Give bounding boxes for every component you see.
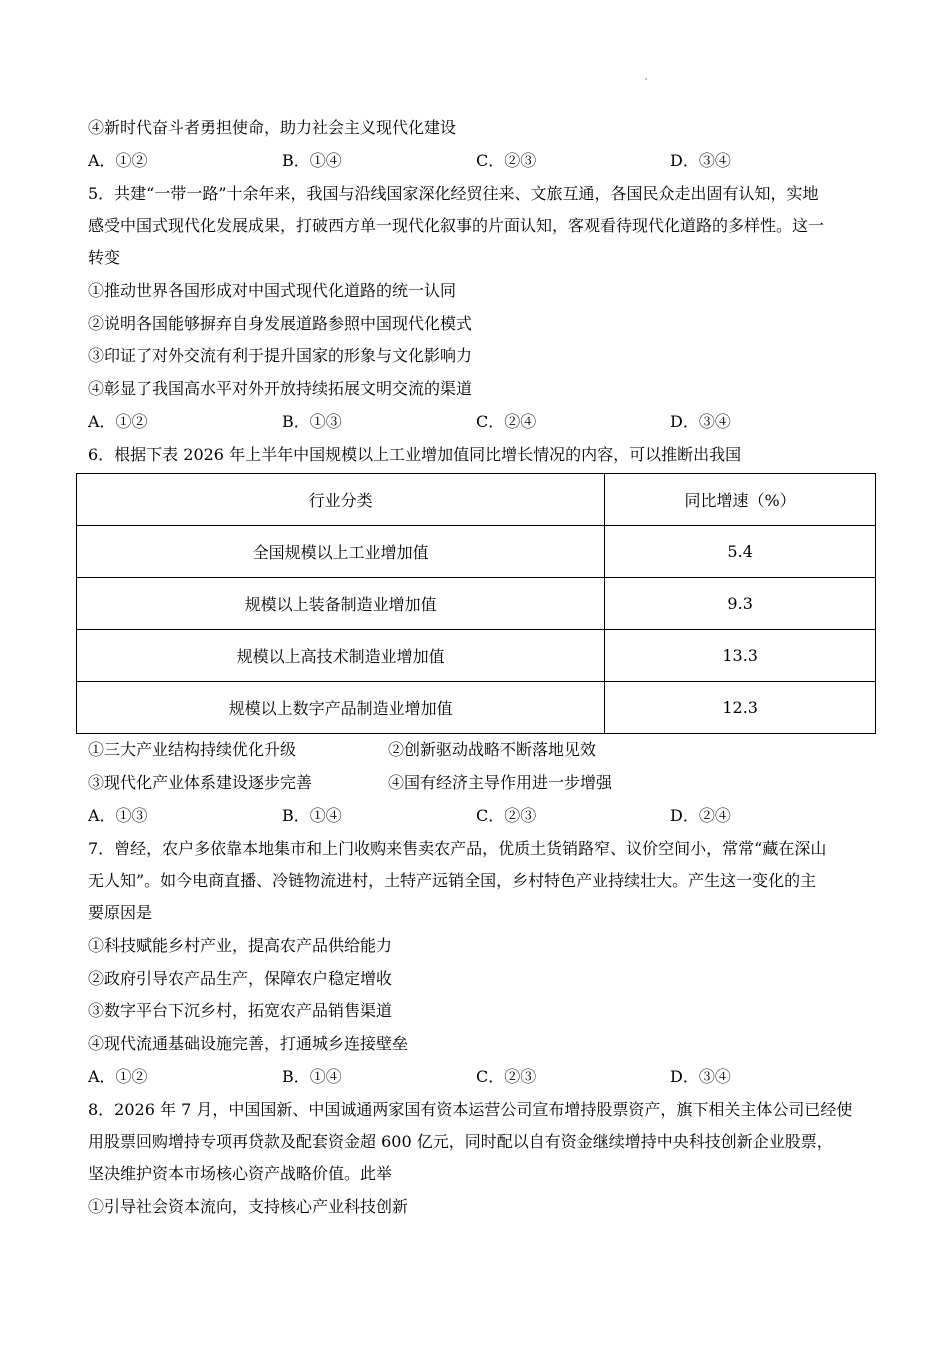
q7-item-4: ④现代流通基础设施完善，打通城乡连接壁垒 (88, 1034, 409, 1053)
q5-item-4: ④彰显了我国高水平对外开放持续拓展文明交流的渠道 (88, 379, 473, 398)
scan-speck (645, 78, 647, 80)
q7-option-b[interactable]: B．①④ (282, 1067, 342, 1086)
table-cell-category: 规模以上数字产品制造业增加值 (77, 682, 605, 734)
q4-option-a[interactable]: A．①② (88, 151, 148, 170)
q7-option-d[interactable]: D．③④ (670, 1067, 731, 1086)
q6-item-4: ④国有经济主导作用进一步增强 (388, 773, 613, 792)
q8-stem-line-1: 8．2026 年 7 月，中国国新、中国诚通两家国有资本运营公司宣布增持股票资产，旗下相关主体公司已经使 (88, 1100, 853, 1119)
q5-option-b[interactable]: B．①③ (282, 412, 342, 431)
table-row (77, 682, 876, 734)
table-cell-growth: 5.4 (605, 526, 876, 578)
q5-item-2: ②说明各国能够摒弃自身发展道路参照中国现代化模式 (88, 314, 473, 333)
q6-option-c[interactable]: C．②③ (476, 806, 537, 825)
q6-stem: 6．根据下表 2026 年上半年中国规模以上工业增加值同比增长情况的内容，可以推断出我国 (88, 445, 742, 464)
q5-stem-line-2: 感受中国式现代化发展成果，打破西方单一现代化叙事的片面认知，客观看待现代化道路的多样性。这一 (88, 216, 825, 235)
table-row (77, 526, 876, 578)
q6-item-1: ①三大产业结构持续优化升级 (88, 740, 297, 759)
q7-option-c[interactable]: C．②③ (476, 1067, 537, 1086)
q5-options (88, 411, 878, 433)
q7-item-1: ①科技赋能乡村产业，提高农产品供给能力 (88, 936, 393, 955)
q5-stem-line-3: 转变 (88, 248, 121, 267)
q6-options (88, 805, 878, 827)
q5-option-d[interactable]: D．③④ (670, 412, 731, 431)
q7-item-2: ②政府引导农产品生产，保障农户稳定增收 (88, 969, 393, 988)
q8-stem-line-3: 坚决维护资本市场核心资产战略价值。此举 (88, 1164, 393, 1183)
q6-data-table (76, 473, 876, 734)
table-cell-category: 规模以上装备制造业增加值 (77, 578, 605, 630)
table-header-category: 行业分类 (77, 474, 605, 526)
q7-options (88, 1066, 878, 1088)
q6-item-3: ③现代化产业体系建设逐步完善 (88, 773, 313, 792)
q6-items-row-2 (88, 772, 878, 794)
q5-option-a[interactable]: A．①② (88, 412, 148, 431)
q4-option-b[interactable]: B．①④ (282, 151, 342, 170)
q6-option-b[interactable]: B．①④ (282, 806, 342, 825)
q4-options (88, 150, 878, 172)
q7-item-3: ③数字平台下沉乡村，拓宽农产品销售渠道 (88, 1001, 393, 1020)
q8-stem-line-2: 用股票回购增持专项再贷款及配套资金超 600 亿元，同时配以自有资金继续增持中央科技创新企业股票， (88, 1132, 833, 1151)
table-header-growth: 同比增速（%） (605, 474, 876, 526)
table-row (77, 578, 876, 630)
q6-items-row-1 (88, 739, 878, 761)
table-cell-growth: 13.3 (605, 630, 876, 682)
q6-option-d[interactable]: D．②④ (670, 806, 731, 825)
q5-option-c[interactable]: C．②④ (476, 412, 537, 431)
q7-option-a[interactable]: A．①② (88, 1067, 148, 1086)
table-cell-growth: 9.3 (605, 578, 876, 630)
q7-stem-line-1: 7．曾经，农户多依靠本地集市和上门收购来售卖农产品，优质土货销路窄、议价空间小，常常“藏在深山 (88, 839, 827, 858)
q5-item-3: ③印证了对外交流有利于提升国家的形象与文化影响力 (88, 346, 473, 365)
q5-item-1: ①推动世界各国形成对中国式现代化道路的统一认同 (88, 281, 457, 300)
q5-stem-line-1: 5．共建“一带一路”十余年来，我国与沿线国家深化经贸往来、文旅互通，各国民众走出固有认知，实地 (88, 184, 819, 203)
q4-option-c[interactable]: C．②③ (476, 151, 537, 170)
q4-item-4: ④新时代奋斗者勇担使命，助力社会主义现代化建设 (88, 118, 457, 137)
table-header-row (77, 474, 876, 526)
q7-stem-line-3: 要原因是 (88, 903, 153, 922)
table-cell-growth: 12.3 (605, 682, 876, 734)
q6-item-2: ②创新驱动战略不断落地见效 (388, 740, 597, 759)
q8-item-1: ①引导社会资本流向，支持核心产业科技创新 (88, 1197, 409, 1216)
table-cell-category: 规模以上高技术制造业增加值 (77, 630, 605, 682)
q4-option-d[interactable]: D．③④ (670, 151, 731, 170)
table-cell-category: 全国规模以上工业增加值 (77, 526, 605, 578)
q6-option-a[interactable]: A．①③ (88, 806, 148, 825)
table-row (77, 630, 876, 682)
q7-stem-line-2: 无人知”。如今电商直播、冷链物流进村，土特产远销全国，乡村特色产业持续壮大。产生这一变化的主 (88, 871, 817, 890)
